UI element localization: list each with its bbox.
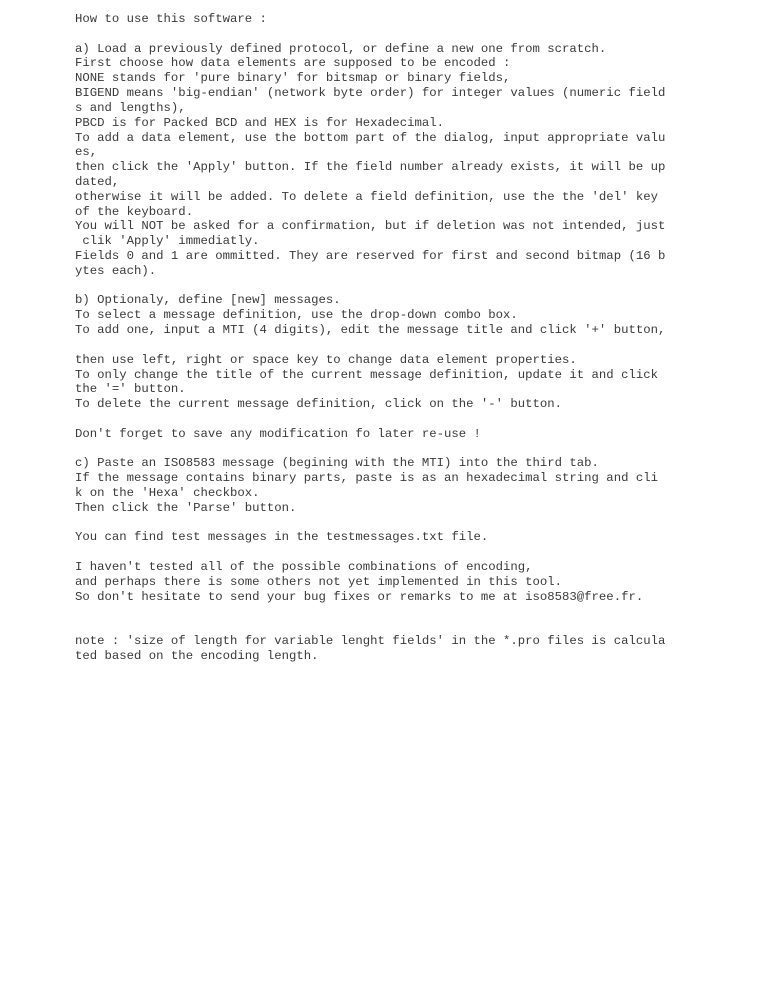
text-line: If the message contains binary parts, paste is as an hexadecimal string and cli: [75, 471, 658, 486]
text-line: ytes each).: [75, 263, 157, 278]
text-line: c) Paste an ISO8583 message (begining with the MTI) into the third tab.: [75, 456, 599, 471]
text-line: s and lengths),: [75, 100, 186, 115]
text-line: To delete the current message definition, click on the '-' button.: [75, 397, 563, 412]
text-line: es,: [75, 145, 98, 160]
text-line: Then click the 'Parse' button.: [75, 500, 297, 515]
text-line: of the keyboard.: [75, 204, 194, 219]
text-line: First choose how data elements are supposed to be encoded :: [75, 56, 511, 71]
text-line: To select a message definition, use the drop-down combo box.: [75, 308, 518, 323]
blank-line: [75, 27, 665, 42]
text-line: ted based on the encoding length.: [75, 648, 319, 663]
text-line: Don't forget to save any modification fo later re-use !: [75, 426, 481, 441]
blank-line: [75, 338, 665, 353]
text-line: then use left, right or space key to change data element properties.: [75, 352, 577, 367]
document-text: [75, 12, 665, 664]
blank-line: [75, 619, 665, 634]
text-line: To only change the title of the current message definition, update it and click: [75, 367, 658, 382]
blank-line: [75, 545, 665, 560]
blank-line: [75, 412, 665, 427]
text-line: You can find test messages in the testmessages.txt file.: [75, 530, 489, 545]
text-line: k on the 'Hexa' checkbox.: [75, 486, 260, 500]
text-line: I haven't tested all of the possible combinations of encoding,: [75, 560, 533, 575]
text-line: PBCD is for Packed BCD and HEX is for Hexadecimal.: [75, 115, 444, 130]
blank-line: [75, 516, 665, 531]
text-line: a) Load a previously defined protocol, or define a new one from scratch.: [75, 41, 607, 56]
blank-line: [75, 442, 665, 457]
text-line: To add a data element, use the bottom part of the dialog, input appropriate valu: [75, 130, 666, 145]
text-line: So don't hesitate to send your bug fixes or remarks to me at iso8583@free.fr.: [75, 589, 644, 604]
text-line: clik 'Apply' immediatly.: [75, 234, 260, 249]
text-line: the '=' button.: [75, 382, 186, 397]
text-line: then click the 'Apply' button. If the field number already exists, it will be up: [75, 160, 666, 175]
text-line: and perhaps there is some others not yet implemented in this tool.: [75, 574, 563, 589]
text-line: b) Optionaly, define [new] messages.: [75, 293, 341, 308]
text-line: NONE stands for 'pure binary' for bitsmap or binary fields,: [75, 71, 511, 86]
blank-line: [75, 605, 665, 620]
text-line: otherwise it will be added. To delete a field definition, use the the 'del' key: [75, 189, 658, 204]
text-line: note : 'size of length for variable lenght fields' in the *.pro files is calcula: [75, 634, 666, 649]
text-line: Fields 0 and 1 are ommitted. They are reserved for first and second bitmap (16 b: [75, 249, 666, 263]
text-line: BIGEND means 'big-endian' (network byte order) for integer values (numeric field: [75, 86, 666, 101]
text-line: You will NOT be asked for a confirmation, but if deletion was not intended, just: [75, 219, 666, 234]
blank-line: [75, 279, 665, 294]
text-line: dated,: [75, 174, 120, 189]
text-line: To add one, input a MTI (4 digits), edit the message title and click '+' button,: [75, 323, 666, 338]
text-line: How to use this software :: [75, 12, 267, 26]
